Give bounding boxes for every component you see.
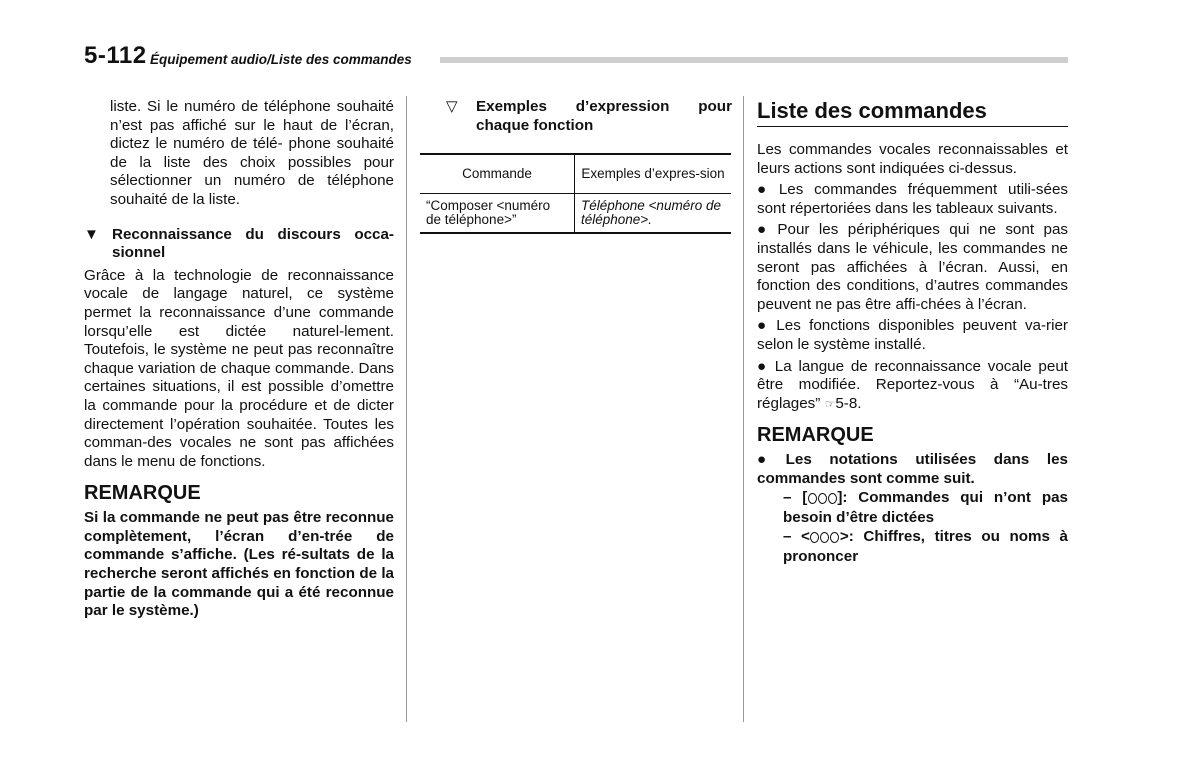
notation-angles: – < >: Chiffres, titres ou noms à prononcer <box>783 527 1068 566</box>
bullet-icon: ● <box>757 181 773 199</box>
note-bullet: ● Les notations utilisées dans les commandes sont comme suit. <box>757 451 1068 487</box>
list-title: Liste des commandes <box>757 98 1068 127</box>
list-intro: Les commandes vocales reconnaissables et leurs actions sont indiquées ci-dessus. <box>757 141 1068 177</box>
body-paragraph: Grâce à la technologie de reconnaissance vocale de langage naturel, ce système permet la reconnaissance d’une commande lorsqu’elle est dictée naturel-lement. Toutefois, le système ne peut pas reconnaître chaque variation de chaque commande. Dans certaines situations, il est possible d’omettre la commande pour la procédure et de dicter directement l’opération souhaitée. Toutes les comman-des vocales ne sont pas affichées dans le menu de fonctions. <box>84 266 394 470</box>
column-divider-1 <box>406 96 407 722</box>
subheading: ▼ Reconnaissance du discours occa-sionnel <box>84 225 394 262</box>
table-cell-command: “Composer <numéro de téléphone>” <box>420 194 575 234</box>
column-divider-2 <box>743 96 744 722</box>
bullet-icon: ● <box>757 451 780 469</box>
list-item: ● Les fonctions disponibles peuvent va-rier selon le système installé. <box>757 317 1068 353</box>
triangle-outline-icon: ▽ <box>446 98 458 115</box>
column-middle <box>420 98 732 234</box>
column-left <box>84 98 394 621</box>
table-cell-example: Téléphone <numéro de téléphone>. <box>581 198 721 228</box>
bullet-icon: ● <box>757 357 769 375</box>
intro-paragraph: liste. Si le numéro de téléphone souhaité n’est pas affiché sur le haut de l’écran, dictez le numéro de télé- phone souhaité de la liste des choix possibles pour sélectionner un numéro de téléphone souhaité de la liste. <box>110 98 395 208</box>
section-title: Équipement audio/Liste des commandes <box>150 52 412 67</box>
header-bar <box>440 57 1068 63</box>
remarque-title: REMARQUE <box>757 424 874 447</box>
list-item: ● Pour les périphériques qui ne sont pas installés dans le véhicule, les commandes ne seront pas affichées à l’écran. Aussi, en fonction des conditions, d’autres commandes peuvent ne pas être affi-chées à l’écran. <box>757 221 1068 313</box>
list-item: ● Les commandes fréquemment utili-sées sont répertoriées dans les tableaux suivants. <box>757 181 1068 217</box>
placeholder-ovals-icon <box>810 530 840 549</box>
column-right <box>757 98 1068 567</box>
table-row <box>420 194 731 234</box>
placeholder-ovals-icon <box>807 491 837 510</box>
remarque-text: Si la commande ne peut pas être reconnue complètement, l’écran d’en-trée de commande s’affiche. (Les ré-sultats de la recherche seront affichés en fonction de la partie de la commande qui a été reconnue par le système.) <box>84 509 394 620</box>
page-header <box>84 40 1068 70</box>
bullet-icon: ● <box>757 221 772 239</box>
page-reference-icon: ☞ <box>824 396 836 411</box>
command-table <box>420 153 731 234</box>
triangle-down-icon: ▼ <box>84 225 99 243</box>
bullet-icon: ● <box>757 317 771 335</box>
table-header-command: Commande <box>420 154 575 194</box>
notation-brackets: – [ ]: Commandes qui n’ont pas besoin d’être dictées <box>783 488 1068 527</box>
page-number: 5-112 <box>84 42 147 69</box>
list-item: ● La langue de reconnaissance vocale peut être modifiée. Reportez-vous à “Au-tres réglages” ☞5-8. <box>757 357 1068 412</box>
table-header-examples: Exemples d’expres-sion <box>581 166 725 182</box>
remarque-title: REMARQUE <box>84 482 201 505</box>
examples-heading: ▽ Exemples d’expression pour chaque fonction <box>446 98 732 134</box>
